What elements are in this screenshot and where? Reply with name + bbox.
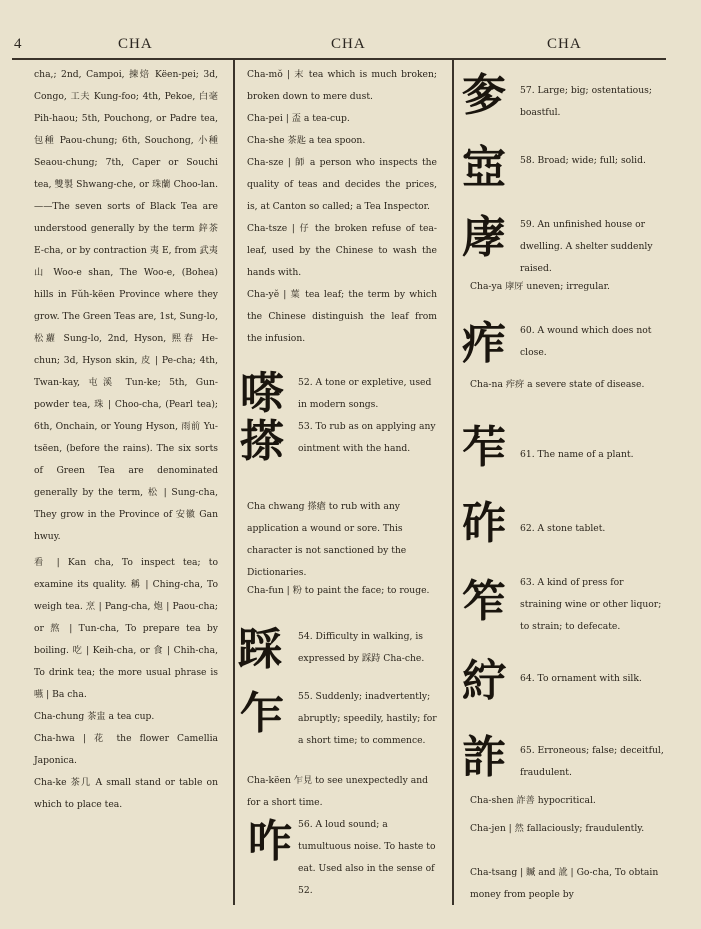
running-head-center: CHA: [331, 36, 366, 52]
column-2: [247, 64, 437, 350]
compound-cha-ya: Cha-ya 庨厊 uneven; irregular.: [470, 281, 610, 292]
definition-52: A tone or expletive, used in modern songs.: [298, 377, 432, 410]
entry-60: [520, 320, 666, 364]
entry-number-59: 59.: [520, 219, 535, 230]
headword-54: 踩: [238, 624, 282, 675]
compound-cha-tsang: Cha-tsang | 贓 and 訛 | Go-cha, To obtain money from people by: [470, 867, 659, 900]
entry-61: [520, 444, 666, 466]
compound-cha-she: Cha-she 茶匙 a tea spoon.: [247, 135, 366, 146]
entry-52: [298, 372, 438, 416]
definition-61: The name of a plant.: [537, 449, 634, 460]
compound-cha-shen: Cha-shen 詐善 hypocritical.: [470, 795, 596, 806]
running-head-left: CHA: [118, 36, 153, 52]
page-number: 4: [14, 36, 23, 52]
compound-cha-mo: Cha-mŏ | 末 tea which is much broken; broken down to mere dust.: [247, 69, 437, 102]
entry-number-53: 53.: [298, 421, 313, 432]
entry-64: [520, 668, 666, 690]
entry-number-65: 65.: [520, 745, 535, 756]
entry-number-55: 55.: [298, 691, 313, 702]
column-1: [34, 64, 218, 816]
entry-number-63: 63.: [520, 577, 535, 588]
entry-54: [298, 626, 438, 670]
definition-57: Large; big; ostentatious; boastful.: [520, 85, 652, 118]
headword-53: 搽: [240, 416, 284, 467]
headword-59: 庨: [462, 212, 506, 263]
headword-58: 㝞: [462, 142, 506, 193]
compound-cha-chwang: Cha chwang 搽瘡 to rub with any application a wound or sore. This character is not sanctioned by the Dictionaries.: [247, 501, 407, 578]
column-divider-1: [233, 60, 235, 905]
definition-59: An unfinished house or dwelling. A shelter suddenly raised.: [520, 219, 653, 274]
compound-cha-chung: Cha-chung 茶盅 a tea cup.: [34, 711, 155, 722]
definition-62: A stone tablet.: [537, 523, 606, 534]
compound-cha-jen: Cha-jen | 然 fallaciously; fraudulently.: [470, 823, 645, 834]
headword-60: 痄: [462, 318, 506, 369]
entry-58: [520, 150, 666, 172]
compound-cha-na: Cha-na 痄疨 a severe state of disease.: [470, 379, 645, 390]
headword-62: 砟: [462, 498, 506, 549]
entry-number-61: 61.: [520, 449, 535, 460]
definition-55: Suddenly; inadvertently; abruptly; speedily, hastily; for a short time; to commence.: [298, 691, 437, 746]
headword-64: 紵: [462, 656, 506, 707]
entry-55: [298, 686, 438, 752]
headword-65: 詐: [462, 732, 506, 783]
definition-58: Broad; wide; full; solid.: [537, 155, 646, 166]
entry-57: [520, 80, 666, 124]
entry-number-56: 56.: [298, 819, 313, 830]
entry-number-64: 64.: [520, 673, 535, 684]
headword-63: 笮: [462, 576, 506, 627]
definition-63: A kind of press for straining wine or other liquor; to strain; to defecate.: [520, 577, 662, 632]
entry-65: [520, 740, 666, 784]
compound-cha-fun: Cha-fun | 粉 to paint the face; to rouge.: [247, 585, 430, 596]
compound-cha-ke: Cha-ke 茶几 A small stand or table on which to place tea.: [34, 777, 218, 810]
column-divider-2: [452, 60, 454, 905]
entry-number-52: 52.: [298, 377, 313, 388]
definition-54: Difficulty in walking, is expressed by 踩跱 Cha-che.: [298, 631, 425, 664]
definition-53: To rub as on applying any ointment with the hand.: [298, 421, 436, 454]
entry-56: [298, 814, 438, 902]
compound-cha-ye: Cha-yĕ | 葉 tea leaf; the term by which the Chinese distinguish the leaf from the infusion.: [247, 289, 437, 344]
entry-number-57: 57.: [520, 85, 535, 96]
compound-cha-pei: Cha-pei | 盃 a tea-cup.: [247, 113, 350, 124]
entry-62: [520, 518, 666, 540]
headword-52: 嗏: [240, 368, 284, 419]
entry-53: [298, 416, 438, 460]
definition-56: A loud sound; a tumultuous noise. To haste to eat. Used also in the sense of 52.: [298, 819, 436, 896]
entry-59: [520, 214, 666, 280]
tea-verbs-paragraph: 看 | Kan cha, To inspect tea; to examine its quality. 稱 | Ching-cha, To weigh tea. 烹 | Pang-cha, 炮 | Paou-cha; or 熬 | Tun-cha, To prepare tea by boiling. 吃 | Keih-cha, or 食 | Chih-cha, To drink tea; the more usual phrase is 嚥 | Ba cha.: [34, 557, 218, 700]
header-rule: [12, 58, 666, 60]
compound-cha-keen: Cha-këen 乍見 to see unexpectedly and for a short time.: [247, 775, 429, 808]
entry-number-62: 62.: [520, 523, 535, 534]
definition-60: A wound which does not close.: [520, 325, 652, 358]
definition-64: To ornament with silk.: [537, 673, 642, 684]
definition-65: Erroneous; false; deceitful, fraudulent.: [520, 745, 664, 778]
tea-sorts-paragraph: cha,; 2nd, Campoi, 揀焙 Këen-pei; 3d, Congo, 工夫 Kung-foo; 4th, Pekoe, 白毫 Pih-haou; 5th, Pouchong, or Padre tea, 包種 Paou-chung; 6th, Souchong, 小種 Seaou-chung; 7th, Caper or Souchi tea, 雙製 Shwang-che, or 珠蘭 Choo-lan.——The seven sorts of Black Tea are understood generally by the term 鋅茶 E-cha, or by contraction 夷 E, from 武夷山 Woo-e shan, The Woo-e, (Bohea) hills in Fŭh-këen Province where they grow. The Green Teas are, 1st, Sung-lo, 松蘿 Sung-lo, 2nd, Hyson, 熙春 He-chun; 3d, Hyson skin, 皮 | Pe-cha; 4th, Twan-kay, 屯溪 Tun-ke; 5th, Gun-powder tea, 珠 | Choo-cha, (Pearl tea); 6th, Onchain, or Young Hyson, 雨前 Yu-tsëen, (before the rains). The six sorts of Green Tea are denominated generally by the term, 松 | Sung-cha, They grow in the Province of 安徽 Gan hwuy.: [34, 69, 218, 542]
entry-63: [520, 572, 666, 638]
running-head-right: CHA: [547, 36, 582, 52]
headword-61: 苲: [462, 422, 506, 473]
headword-55: 乍: [240, 688, 284, 739]
compound-cha-tsze: Cha-tsze | 仔 the broken refuse of tea-leaf, used by the Chinese to wash the hands with.: [247, 223, 437, 278]
compound-cha-hwa: Cha-hwa | 花 the flower Camellia Japonica.: [34, 733, 218, 766]
entry-number-54: 54.: [298, 631, 313, 642]
headword-56: 咋: [248, 816, 292, 867]
compound-cha-sze: Cha-sze | 師 a person who inspects the quality of teas and decides the prices, is, at Canton so called; a Tea Inspector.: [247, 157, 437, 212]
headword-57: 奓: [462, 70, 506, 121]
entry-number-60: 60.: [520, 325, 535, 336]
entry-number-58: 58.: [520, 155, 535, 166]
